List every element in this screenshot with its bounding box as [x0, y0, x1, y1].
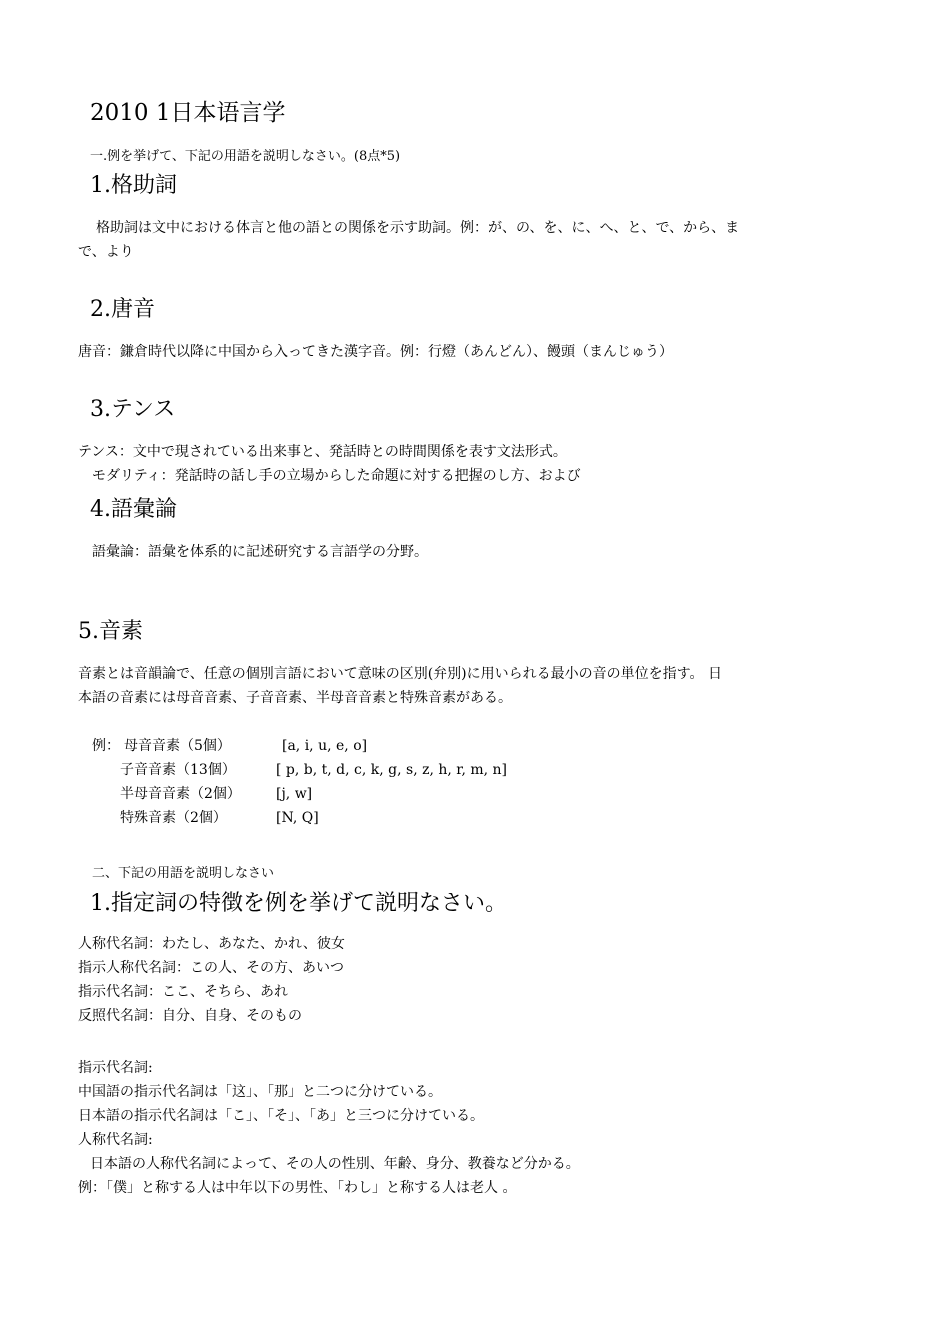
- pronoun-list-item: 指示人称代名詞：この人、その方、あいつ: [78, 960, 344, 976]
- phoneme-example-prefix: 例：: [92, 738, 120, 754]
- goiron-line-1: 語彙論：語彙を体系的に記述研究する言語学の分野。: [92, 544, 428, 560]
- kakujoshi-line-2: で、より: [78, 244, 134, 260]
- phoneme-label-consonant: 子音音素（13個）: [120, 762, 236, 778]
- phoneme-value-semivowel: [j, w]: [276, 786, 313, 802]
- note-line: 人称代名詞:: [78, 1132, 153, 1148]
- phoneme-value-vowel: [a, i, u, e, o]: [282, 738, 368, 754]
- phoneme-label-semivowel: 半母音音素（2個）: [120, 786, 241, 802]
- heading-onso: 5.音素: [78, 619, 143, 644]
- pronoun-list-item: 反照代名詞：自分、自身、そのもの: [78, 1008, 302, 1024]
- note-line: 日本語の指示代名詞は「こ」、「そ」、「あ」と三つに分けている。: [78, 1108, 484, 1124]
- heading-tense: 3.テンス: [90, 397, 176, 422]
- onso-line-1: 音素とは音韻論で、任意の個別言語において意味の区別(弁別)に用いられる最小の音の単位を指す。 日: [78, 666, 722, 682]
- part1-instruction: 一.例を挙げて、下記の用語を説明しなさい。(8点*5): [90, 149, 401, 164]
- heading-touon: 2.唐音: [90, 297, 155, 322]
- document-title: 2010 1日本语言学: [90, 100, 286, 126]
- phoneme-value-consonant: [ p, b, t, d, c, k, g, s, z, h, r, m, n]: [276, 762, 507, 778]
- phoneme-value-special: [N, Q]: [276, 810, 319, 826]
- part2-question: 1.指定詞の特徴を例を挙げて説明なさい。: [90, 891, 507, 916]
- part2-instruction: 二、下記の用語を説明しなさい: [92, 866, 275, 881]
- tense-line-2: モダリティ：発話時の話し手の立場からした命題に対する把握のし方、および: [92, 468, 581, 484]
- note-line: 指示代名詞:: [78, 1060, 153, 1076]
- phoneme-label-special: 特殊音素（2個）: [120, 810, 227, 826]
- kakujoshi-line-1: 格助詞は文中における体言と他の語との関係を示す助詞。例：が、の、を、に、へ、と、で、から、ま: [96, 220, 740, 236]
- phoneme-label-vowel: 母音音素（5個）: [124, 738, 231, 754]
- pronoun-list-item: 人称代名詞：わたし、あなた、かれ、彼女: [78, 936, 345, 952]
- onso-line-2: 本語の音素には母音音素、子音音素、半母音音素と特殊音素がある。: [78, 690, 512, 706]
- note-line: 例：「僕」と称する人は中年以下の男性、「わし」と称する人は老人 。: [78, 1180, 517, 1196]
- pronoun-list-item: 指示代名詞：ここ、そちら、あれ: [78, 984, 288, 1000]
- touon-line-1: 唐音：鎌倉時代以降に中国から入ってきた漢字音。例：行燈（あんどん）、饅頭（まんじゅう）: [78, 344, 673, 360]
- heading-kakujoshi: 1.格助詞: [90, 173, 177, 198]
- note-line: 中国語の指示代名詞は「这」、「那」と二つに分けている。: [78, 1084, 442, 1100]
- heading-goiron: 4.語彙論: [90, 497, 177, 522]
- note-line: 日本語の人称代名詞によって、その人の性別、年齢、身分、教養など分かる。: [90, 1156, 580, 1172]
- tense-line-1: テンス：文中で現されている出来事と、発話時との時間関係を表す文法形式。: [78, 444, 567, 460]
